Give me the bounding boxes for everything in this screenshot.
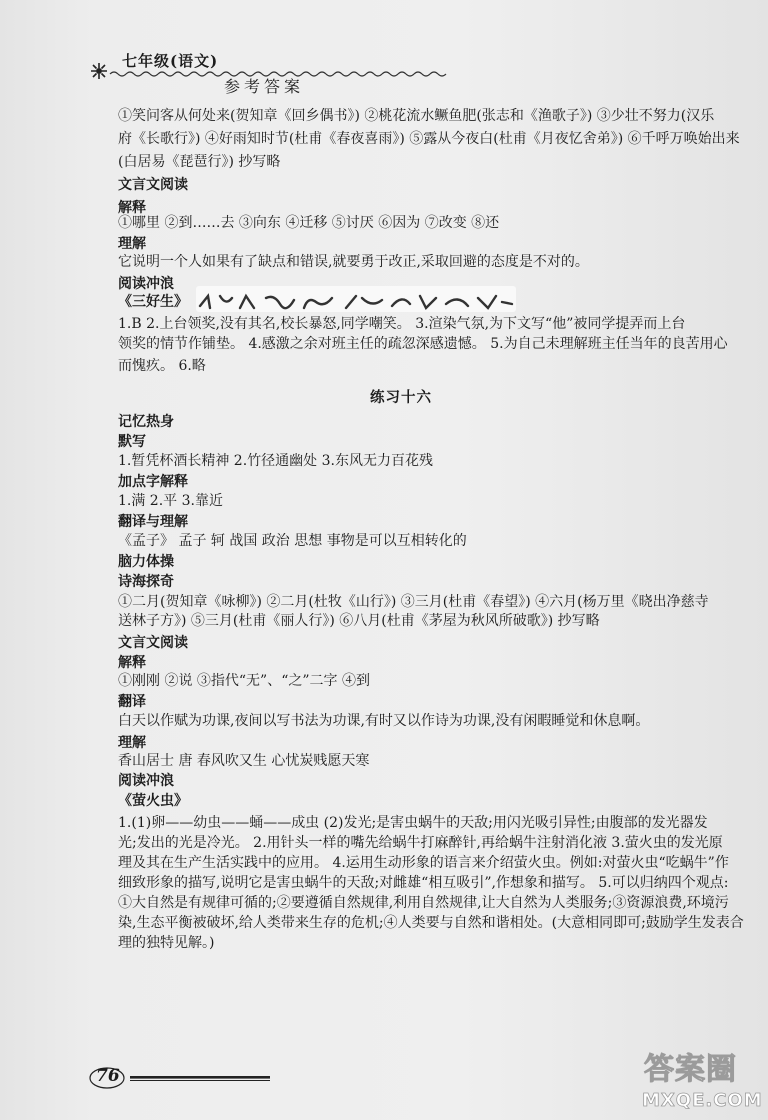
subheading: 翻译 bbox=[118, 694, 146, 710]
answer-line: 领奖的情节作铺垫。 4.感激之余对班主任的疏忽深感遗憾。 5.为自己未理解班主任当年的良苦用心 bbox=[118, 336, 728, 352]
poem-answer-line: (白居易《琵琶行》) 抄写略 bbox=[118, 154, 281, 170]
subheading: 解释 bbox=[118, 655, 146, 671]
answer-line: 1.满 2.平 3.靠近 bbox=[118, 493, 223, 509]
page-number-text: 76 bbox=[96, 1066, 120, 1086]
answer-line: 白天以作赋为功课,夜间以写书法为功课,有时又以作诗为功课,没有闲暇睡觉和休息啊。 bbox=[118, 713, 650, 729]
answer-line: 它说明一个人如果有了缺点和错误,就要勇于改正,采取回避的态度是不对的。 bbox=[118, 254, 589, 270]
subheading: 翻译与理解 bbox=[118, 514, 188, 530]
page-header bbox=[88, 50, 458, 96]
answer-line: ①大自然是有规律可循的;②要遵循自然规律,利用自然规律,让大自然为人类服务;③资源浪费,环境污 bbox=[118, 895, 729, 911]
section-heading: 文言文阅读 bbox=[118, 177, 188, 193]
answer-line: 送林子方》) ⑤三月(杜甫《丽人行》) ⑥八月(杜甫《茅屋为秋风所破歌》) 抄写略 bbox=[118, 613, 600, 629]
section-title: 练习十六 bbox=[370, 389, 432, 406]
answer-line: 细致形象的描写,说明它是害虫蜗牛的天敌;对雌雄“相互吸引”,作想象和描写。 5.可以归纳四个观点: bbox=[118, 875, 729, 891]
subheading: 理解 bbox=[118, 735, 146, 751]
poem-answer-line: ①笑问客从何处来(贺知章《回乡偶书》) ②桃花流水鳜鱼肥(张志和《渔歌子》) ③少壮不努力(汉乐 bbox=[118, 108, 715, 124]
answer-line: ①二月(贺知章《咏柳》) ②二月(杜牧《山行》) ③三月(杜甫《春望》) ④六月(杨万里《晓出净慈寺 bbox=[118, 594, 709, 610]
passage-title: 《萤火虫》 bbox=[118, 793, 188, 809]
poem-answer-line: 府《长歌行》) ④好雨知时节(杜甫《春夜喜雨》) ⑤露从今夜白(杜甫《月夜忆舍弟》) ⑥千呼万唤始出来 bbox=[118, 131, 740, 147]
section-heading: 阅读冲浪 bbox=[118, 773, 174, 789]
answer-line: ①刚刚 ②说 ③指代“无”、“之”二字 ④到 bbox=[118, 673, 370, 689]
answer-line: ①哪里 ②到……去 ③向东 ④迁移 ⑤讨厌 ⑥因为 ⑦改变 ⑧还 bbox=[118, 215, 500, 231]
subheading: 加点字解释 bbox=[118, 474, 188, 490]
subheading: 解释 bbox=[118, 200, 146, 216]
watermark-brand: 答案圈 bbox=[644, 1052, 737, 1087]
subheading: 默写 bbox=[118, 434, 146, 450]
subheading: 诗海探奇 bbox=[118, 574, 174, 590]
footer-rule bbox=[130, 1076, 270, 1082]
answer-line: 《孟子》 孟子 轲 战国 政治 思想 事物是可以互相转化的 bbox=[118, 533, 467, 549]
answer-line: 香山居士 唐 春风吹又生 心忧炭贱愿天寒 bbox=[118, 753, 370, 769]
answer-line: 而愧疚。 6.略 bbox=[118, 358, 206, 374]
answer-line: 1.(1)卵——幼虫——蛹——成虫 (2)发光;是害虫蜗牛的天敌;用闪光吸引异性;由腹部的发光器发 bbox=[118, 815, 708, 831]
page-title: 参考答案 bbox=[224, 77, 305, 96]
grade-label: 七年级(语文) bbox=[122, 52, 219, 70]
answer-line: 1.暂凭杯酒长精神 2.竹径通幽处 3.东风无力百花残 bbox=[118, 453, 433, 469]
section-heading: 脑力体操 bbox=[118, 554, 174, 570]
section-heading: 文言文阅读 bbox=[118, 635, 188, 651]
section-heading: 阅读冲浪 bbox=[118, 276, 174, 292]
subheading: 理解 bbox=[118, 236, 146, 252]
watermark bbox=[636, 1040, 766, 1118]
answer-line: 理及其在生产生活实践中的应用。 4.运用生动形象的语言来介绍萤火虫。例如:对萤火虫“吃蜗牛”作 bbox=[118, 855, 729, 871]
answer-line: 染,生态平衡被破坏,给人类带来生存的危机;④人类要与自然和谐相处。(大意相同即可;鼓励学生发表合 bbox=[118, 915, 744, 931]
passage-title: 《三好生》 bbox=[118, 294, 188, 310]
page-number bbox=[88, 1064, 126, 1090]
answer-line: 理的独特见解。) bbox=[118, 935, 215, 951]
section-heading: 记忆热身 bbox=[118, 414, 174, 430]
handwriting-scribble bbox=[196, 292, 516, 312]
watermark-url: MXQE.COM bbox=[642, 1090, 763, 1111]
answer-line: 1.B 2.上台领奖,没有其名,校长暴怒,同学嘲笑。 3.渲染气氛,为下文写“他”被同学提弄而上台 bbox=[118, 316, 686, 332]
answer-line: 光;发出的光是冷光。 2.用针头一样的嘴先给蜗牛打麻醉针,再给蜗牛注射消化液 3.萤火虫的发光原 bbox=[118, 835, 723, 851]
